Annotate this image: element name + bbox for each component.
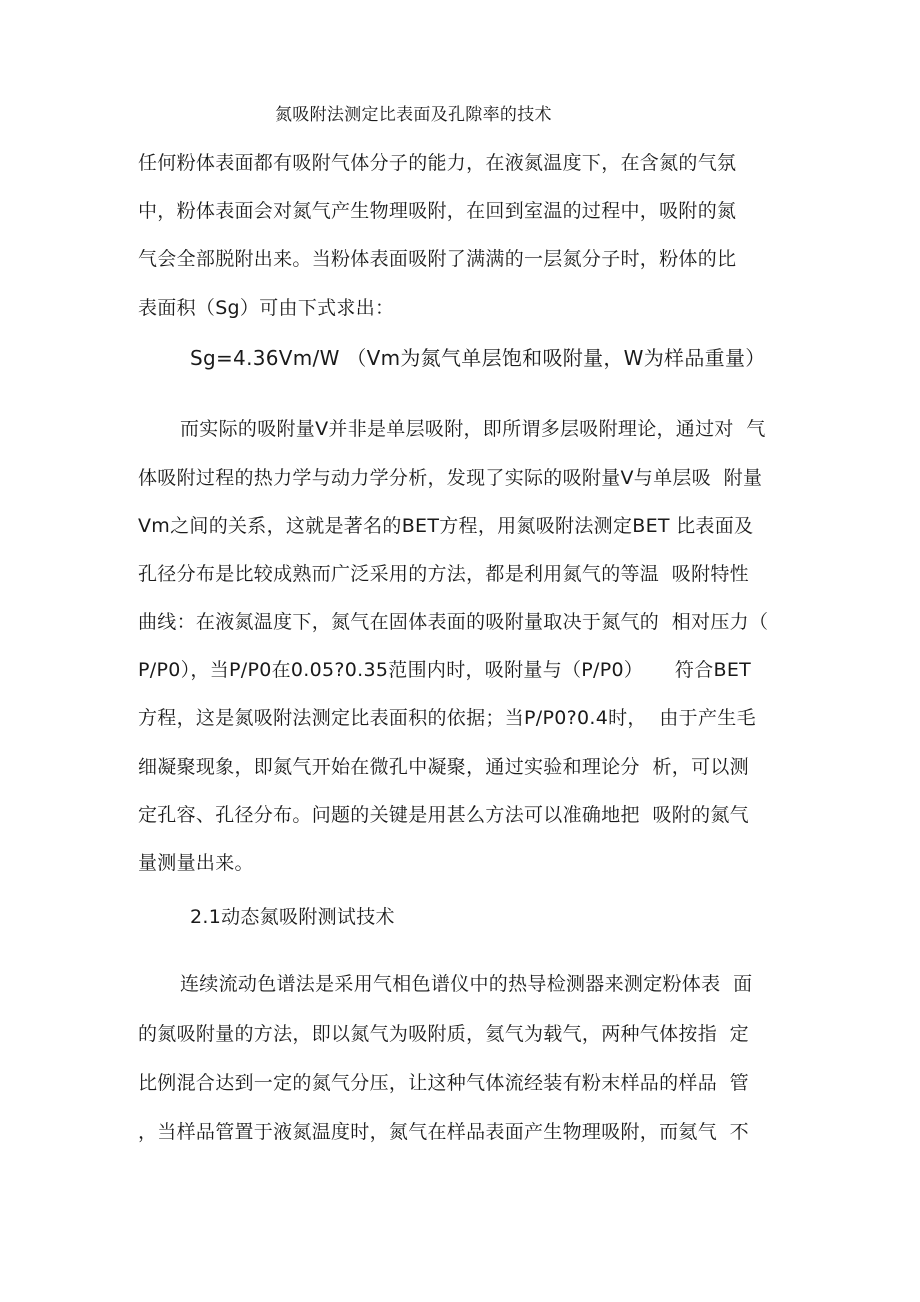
bet-paragraph-line: 孔径分布是比较成熟而广泛采用的方法，都是利用氮气的等温 吸附特性 [138, 563, 749, 585]
bet-paragraph-line: 量测量出来。 [138, 852, 254, 874]
dynamic-paragraph-line: 比例混合达到一定的氮气分压，让这种气体流经装有粉末样品的样品 管 [138, 1072, 749, 1094]
bet-formula: Sg=4.36Vm/W （Vm为氮气单层饱和吸附量，W为样品重量） [190, 346, 766, 370]
document-title: 氮吸附法测定比表面及孔隙率的技术 [275, 105, 552, 125]
dynamic-paragraph-line: 连续流动色谱法是采用气相色谱仪中的热导检测器来测定粉体表 面 [180, 973, 753, 995]
bet-paragraph-line: 细凝聚现象，即氮气开始在微孔中凝聚，通过实验和理论分 析，可以测 [138, 756, 749, 778]
bet-paragraph-line: 方程，这是氮吸附法测定比表面积的依据；当P/P0?0.4时， 由于产生毛 [138, 707, 756, 729]
bet-paragraph-line: P/P0），当P/P0在0.05?0.35范围内时，吸附量与（P/P0） 符合BET [138, 659, 752, 681]
dynamic-paragraph-line: 的氮吸附量的方法，即以氮气为吸附质，氦气为载气，两种气体按指 定 [138, 1023, 749, 1045]
intro-line: 中，粉体表面会对氮气产生物理吸附，在回到室温的过程中，吸附的氮 [138, 200, 737, 222]
section-heading: 2.1动态氮吸附测试技术 [190, 906, 395, 928]
intro-line: 任何粉体表面都有吸附气体分子的能力，在液氮温度下，在含氮的气氛 [138, 152, 737, 174]
bet-paragraph-line: 体吸附过程的热力学与动力学分析，发现了实际的吸附量V与单层吸 附量 [138, 467, 763, 489]
bet-paragraph-line: 定孔容、孔径分布。问题的关键是用甚么方法可以准确地把 吸附的氮气 [138, 804, 749, 826]
bet-paragraph-line: Vm之间的关系，这就是著名的BET方程，用氮吸附法测定BET 比表面及 [138, 515, 754, 537]
intro-line: 表面积（Sg）可由下式求出： [138, 297, 395, 319]
dynamic-paragraph-line: ，当样品管置于液氮温度时，氮气在样品表面产生物理吸附，而氦气 不 [138, 1121, 749, 1143]
intro-line: 气会全部脱附出来。当粉体表面吸附了满满的一层氮分子时，粉体的比 [138, 248, 737, 270]
bet-paragraph-line: 曲线：在液氮温度下，氮气在固体表面的吸附量取决于氮气的 相对压力（ [138, 611, 769, 633]
bet-paragraph-line: 而实际的吸附量V并非是单层吸附，即所谓多层吸附理论，通过对 气 [180, 418, 766, 440]
